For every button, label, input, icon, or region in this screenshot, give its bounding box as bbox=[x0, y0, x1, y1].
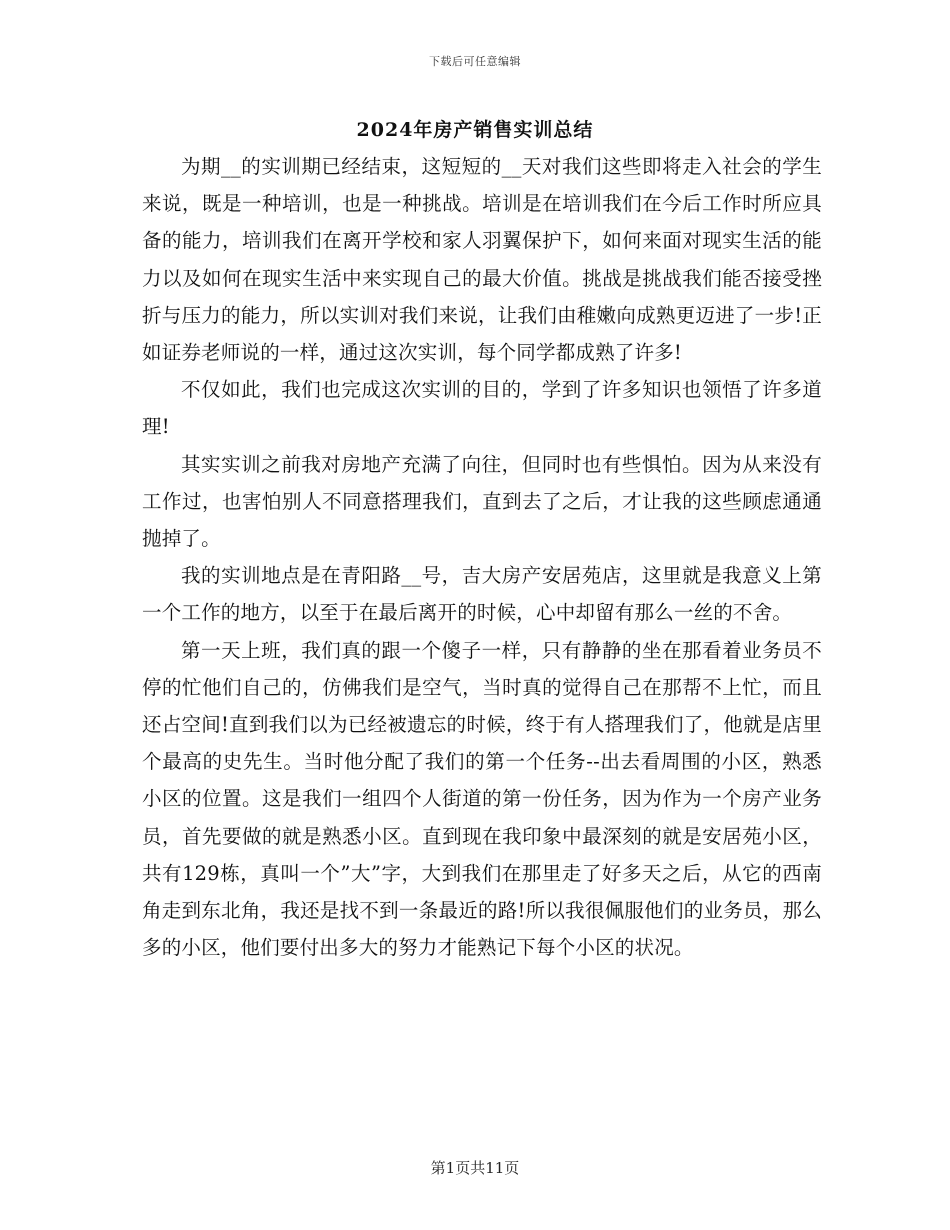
document-body bbox=[142, 148, 822, 966]
page-number-footer: 第1页共11页 bbox=[430, 1159, 520, 1177]
paragraph: 为期__的实训期已经结束，这短短的__天对我们这些即将走入社会的学生来说，既是一种培训，也是一种挑战。培训是在培训我们在今后工作时所应具备的能力，培训我们在离开学校和家人羽翼保护下，如何来面对现实生活的能力以及如何在现实生活中来实现自己的最大价值。挑战是挑战我们能否接受挫折与压力的能力，所以实训对我们来说，让我们由稚嫩向成熟更迈进了一步!正如证券老师说的一样，通过这次实训，每个同学都成熟了许多! bbox=[142, 155, 822, 365]
paragraph: 不仅如此，我们也完成这次实训的目的，学到了许多知识也领悟了许多道理! bbox=[142, 378, 822, 439]
header-note: 下载后可任意编辑 bbox=[429, 55, 521, 68]
paragraph: 我的实训地点是在青阳路__号，吉大房产安居苑店，这里就是我意义上第一个工作的地方，以至于在最后离开的时候，心中却留有那么一丝的不舍。 bbox=[142, 564, 822, 625]
document-title: 2024年房产销售实训总结 bbox=[356, 119, 594, 141]
paragraph: 第一天上班，我们真的跟一个傻子一样，只有静静的坐在那看着业务员不停的忙他们自己的，仿佛我们是空气，当时真的觉得自己在那帮不上忙，而且还占空间!直到我们以为已经被遗忘的时候，终于有人搭理我们了，他就是店里个最高的史先生。当时他分配了我们的第一个任务--出去看周围的小区，熟悉小区的位置。这是我们一组四个人街道的第一份任务，因为作为一个房产业务员，首先要做的就是熟悉小区。直到现在我印象中最深刻的就是安居苑小区，共有129栋，真叫一个”大”字，大到我们在那里走了好多天之后，从它的西南角走到东北角，我还是找不到一条最近的路!所以我很佩服他们的业务员，那么多的小区，他们要付出多大的努力才能熟记下每个小区的状况。 bbox=[142, 638, 822, 960]
paragraph: 其实实训之前我对房地产充满了向往，但同时也有些惧怕。因为从来没有工作过，也害怕别人不同意搭理我们，直到去了之后，才让我的这些顾虑通通抛掉了。 bbox=[142, 452, 822, 551]
